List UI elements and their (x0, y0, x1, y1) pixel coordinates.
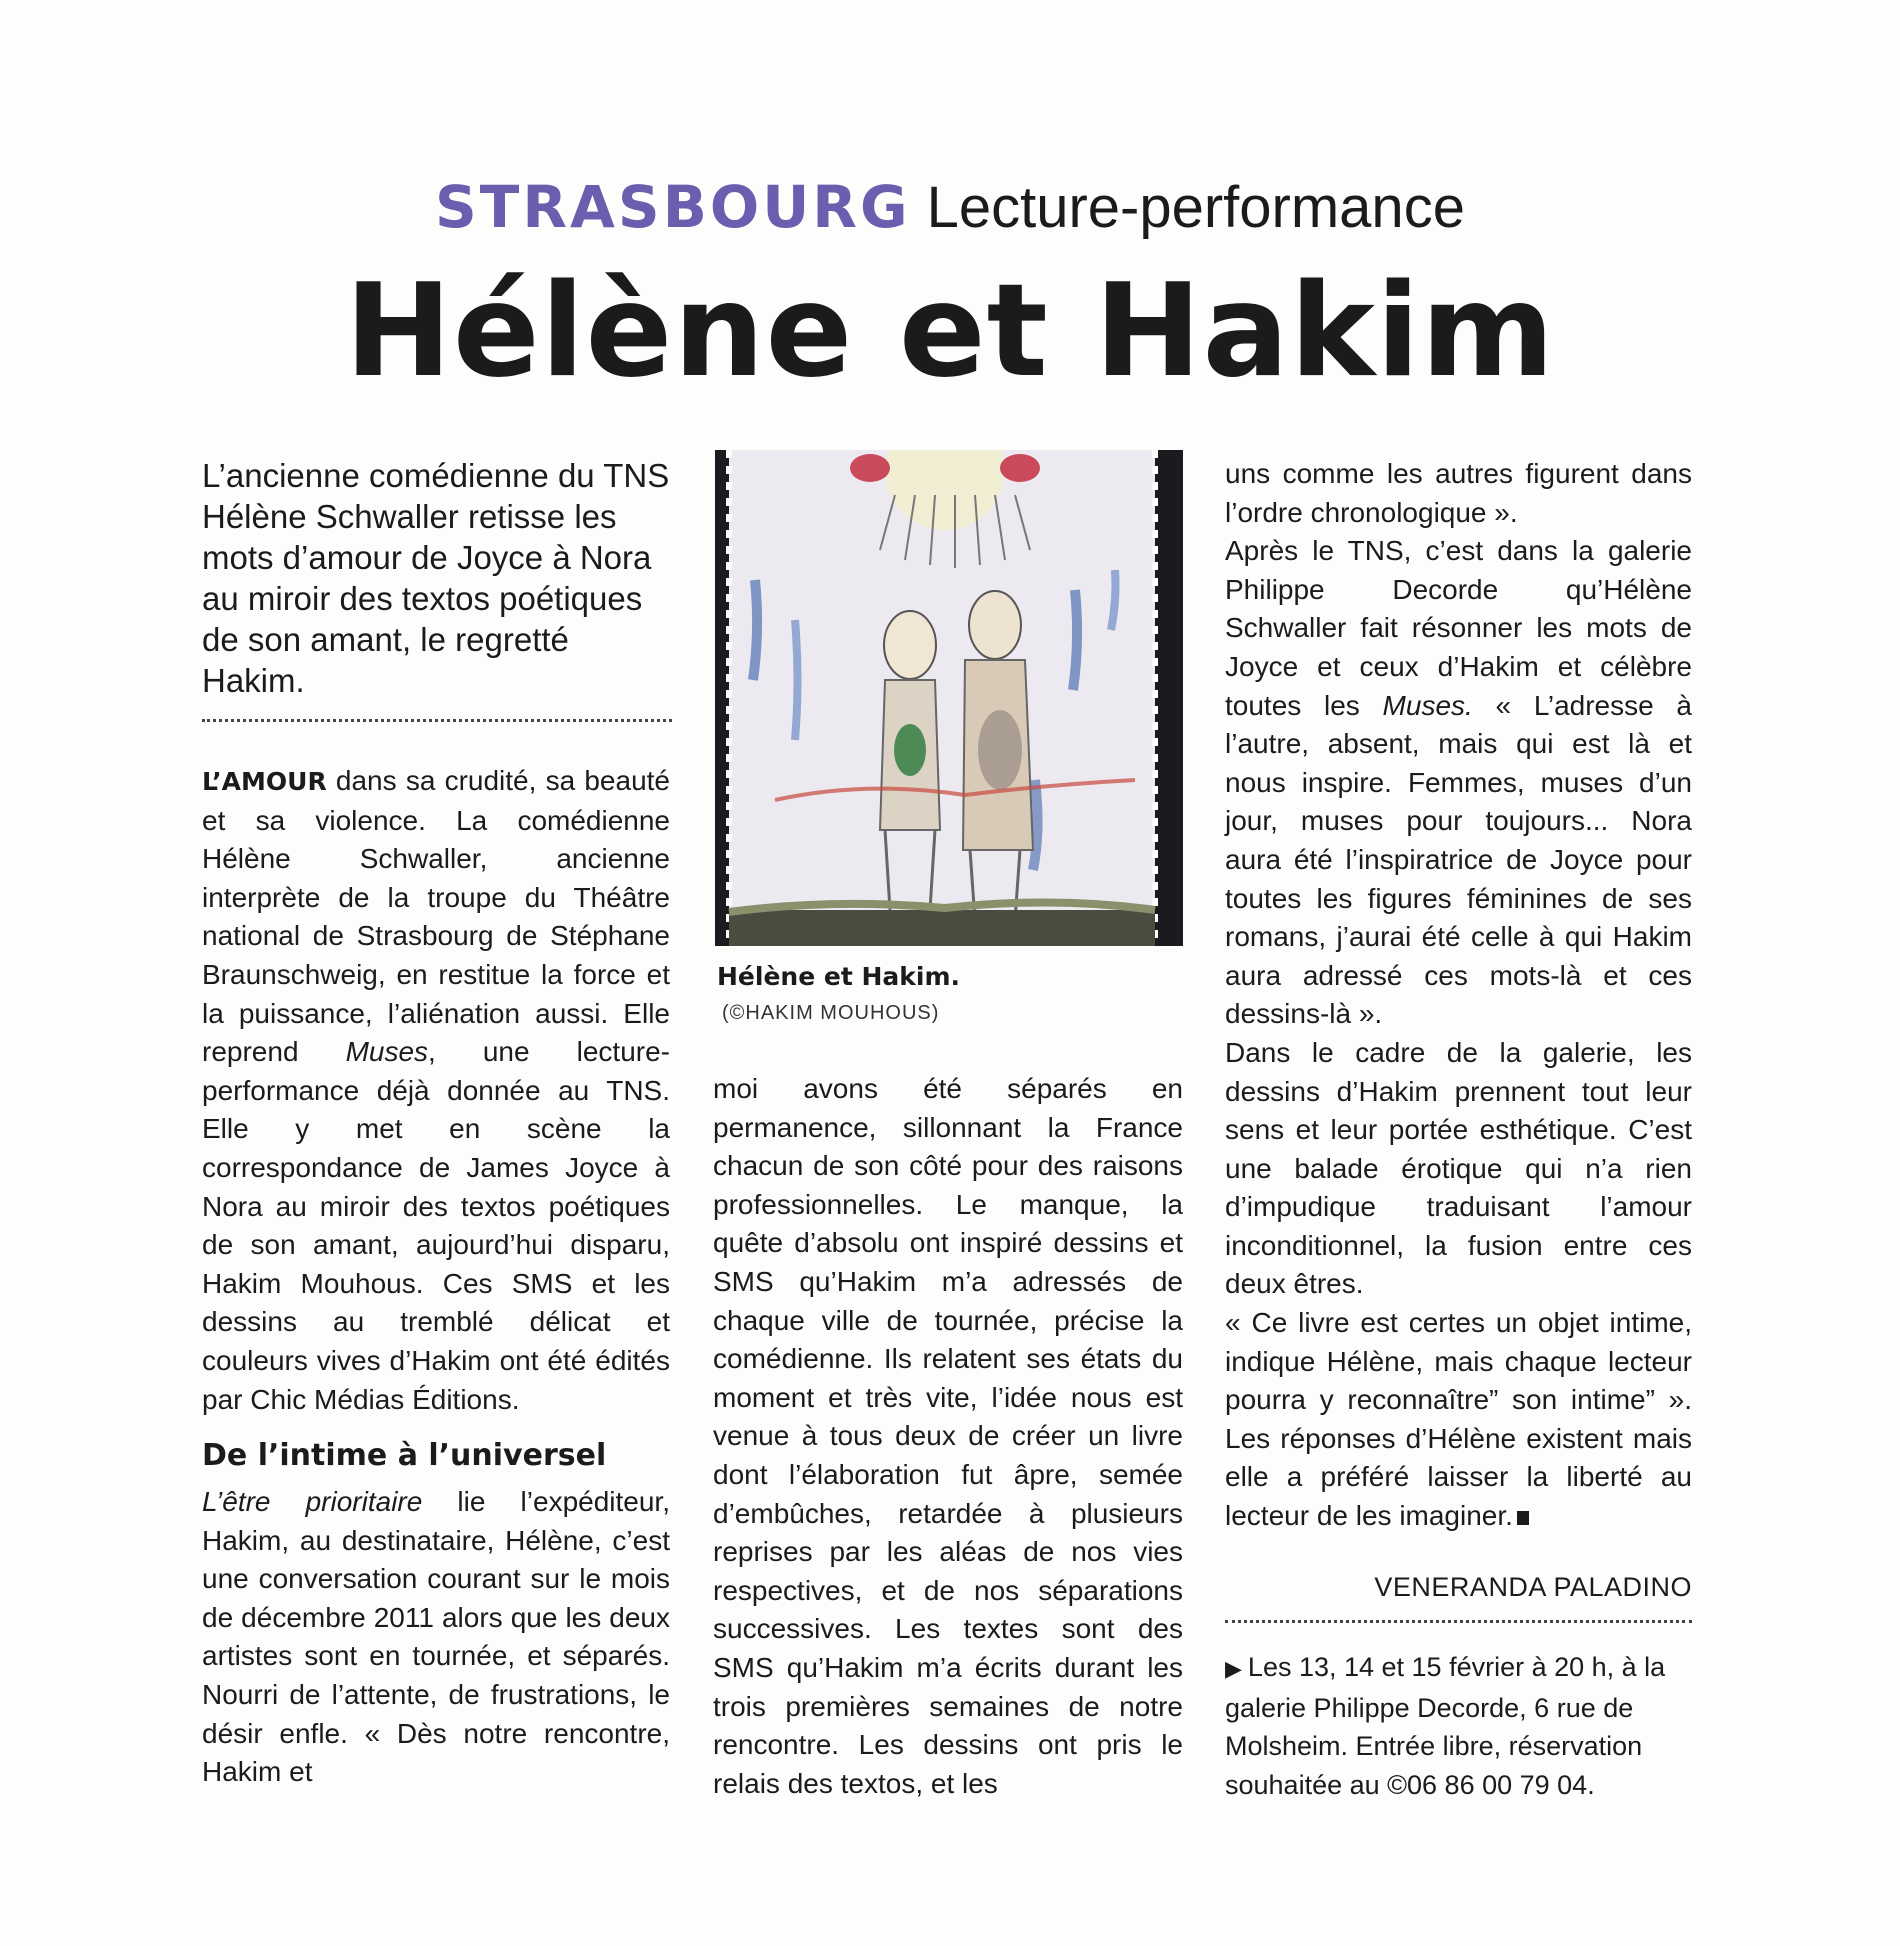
col3-paragraph-4 (1225, 1304, 1692, 1536)
end-mark-icon (1517, 1511, 1529, 1525)
column-2 (713, 1070, 1183, 1803)
info-text: Les 13, 14 et 15 février à 20 h, à la galerie Philippe Decorde, 6 rue de Molsheim. Entrée libre, réservation souhaitée au ©06 86 00 79 04. (1225, 1652, 1666, 1800)
subheading: De l’intime à l’universel (202, 1438, 607, 1474)
col3-paragraph-1: uns comme les autres figurent dans l’ordre chronologique ». (1225, 458, 1692, 528)
col1-p1-em: Muses (345, 1036, 429, 1068)
col3-p2-em: Muses. (1382, 689, 1473, 721)
arrow-bullet-icon: ▶ (1225, 1656, 1242, 1681)
headline: Hélène et Hakim (344, 257, 1556, 406)
drawing-illustration (715, 450, 1183, 946)
col1-p2-em: L’être prioritaire (202, 1486, 423, 1518)
column-3 (1225, 455, 1692, 1536)
col1-p1b: , une lecture-performance déjà donnée au TNS. Elle y met en scène la correspondance de James Joyce à Nora au miroir des textos poétiques de son amant, aujourd’hui disparu, Hakim Mouhous. Ces SMS et les dessins au tremblé délicat et couleurs vives d’Hakim ont été édités par Chic Médias Éditions. (202, 1036, 670, 1415)
lead-word: L’AMOUR (202, 767, 327, 796)
col3-p2a: Après le TNS, c’est dans la galerie Philippe Decorde qu’Hélène Schwaller fait résonner les mots de Joyce et ceux d’Hakim et célèbre toutes les (1225, 535, 1692, 721)
kicker (0, 172, 1900, 243)
chapo-divider (202, 719, 672, 722)
col1-paragraph-2 (202, 1483, 670, 1792)
author-signature: VENERANDA PALADINO (1374, 1572, 1692, 1602)
col3-p4: « Ce livre est certes un objet intime, indique Hélène, mais chaque lecteur pourra y reconnaître” son intime” ». Les réponses d’Hélène existent mais elle a préféré laisser la liberté au lecteur de les imaginer. (1225, 1307, 1692, 1532)
standfirst: L’ancienne comédienne du TNS Hélène Schwaller retisse les mots d’amour de Joyce à Nora au miroir des textos poétiques de son amant, le regretté Hakim. (202, 457, 670, 699)
col3-paragraph-2 (1225, 532, 1692, 1034)
practical-info (1225, 1648, 1695, 1804)
info-divider (1225, 1620, 1692, 1623)
photo-credit: (©HAKIM MOUHOUS) (722, 1002, 940, 1024)
col1-p1a: dans sa crudité, sa beauté et sa violence. La comédienne Hélène Schwaller, ancienne interprète de la troupe du Théâtre national de Strasbourg de Stéphane Braunschweig, en restitue la force et la puissance, l’aliénation aussi. Elle reprend (202, 765, 670, 1068)
col2-paragraph: moi avons été séparés en permanence, sillonnant la France chacun de son côté pour des raisons professionnelles. Le manque, la quête d’absolu ont inspiré dessins et SMS qu’Hakim m’a adressés de chaque ville de tournée, précise la comédienne. Ils relatent ses états du moment et très vite, l’idée nous est venue à tous deux de créer un livre dont l’élaboration fut âpre, semée d’embûches, retardée à plusieurs reprises par les aléas de nos vies respectives, et de nos séparations successives. Les textes sont des SMS qu’Hakim m’a écrits durant les trois premières semaines de notre rencontre. Les dessins ont pris le relais des textos, et les (713, 1073, 1183, 1799)
photo-caption: Hélène et Hakim. (717, 962, 961, 991)
column-1 (202, 762, 670, 1792)
col1-p2: lie l’expéditeur, Hakim, au destinataire, Hélène, c’est une conversation courant sur le mois de décembre 2011 alors que les deux artistes sont en tournée, et séparés. Nourri de l’attente, de frustrations, le désir enfle. « Dès notre rencontre, Hakim et (202, 1486, 670, 1788)
drawing-photo (715, 450, 1183, 946)
col3-p2b: « L’adresse à l’autre, absent, mais qui est là et nous inspire. Femmes, muses d’un jour, muses pour toujours... Nora aura été l’inspiratrice de Joyce pour toutes les figures féminines de ses romans, j’aurai été celle à qui Hakim aura adressé ces mots-là et ces dessins-là ». (1225, 689, 1692, 1030)
col1-paragraph-1 (202, 762, 670, 1419)
kicker-city: STRASBOURG (435, 173, 911, 241)
col3-paragraph-3: Dans le cadre de la galerie, les dessins d’Hakim prennent tout leur sens et leur portée esthétique. C’est une balade érotique qui n’a rien d’impudique traduisant l’amour inconditionnel, la fusion entre ces deux êtres. (1225, 1036, 1692, 1300)
kicker-rubric: Lecture-performance (926, 175, 1465, 240)
